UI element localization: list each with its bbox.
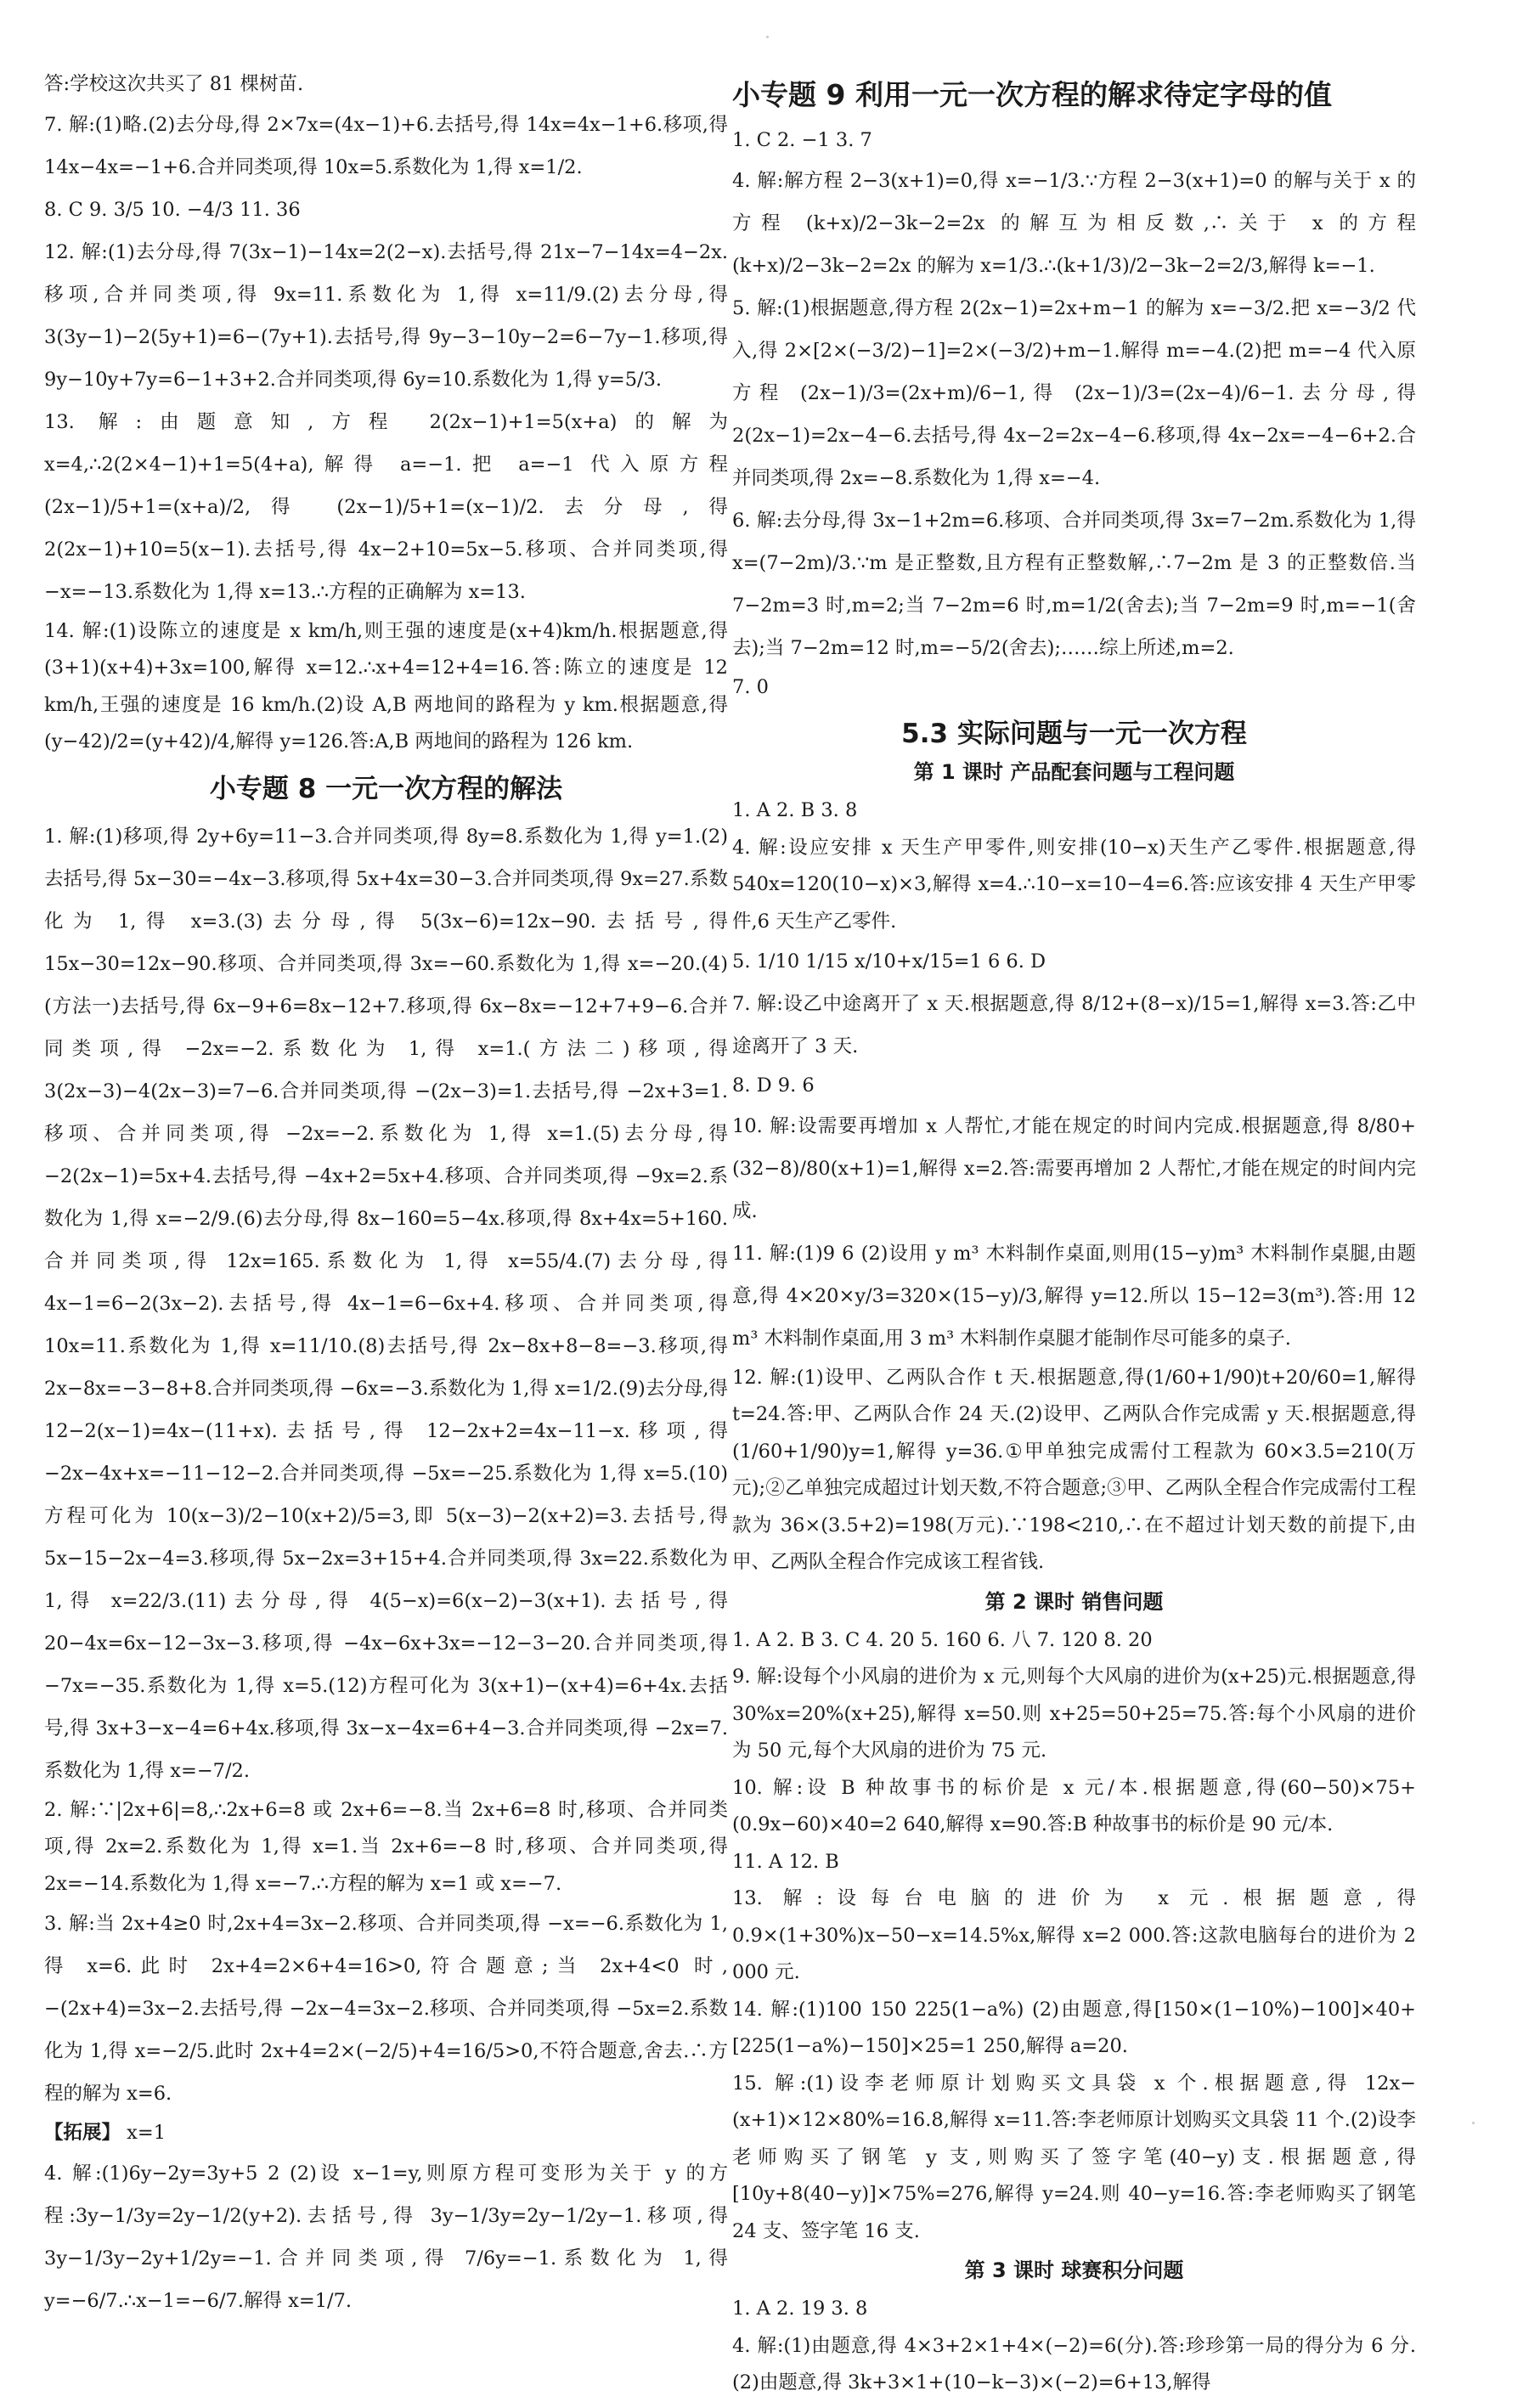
section-title-8: 小专题 8 一元一次方程的解法 — [209, 773, 563, 804]
lesson-title-1: 第 1 课时 产品配套问题与工程问题 — [913, 760, 1235, 784]
section-title-9: 小专题 9 利用一元一次方程的解求待定字母的值 — [732, 78, 1332, 111]
answer-paragraph: 4. 解:(1)6y−2y=3y+5 2 (2)设 x−1=y,则原方程可变形为关于 y 的方程:3y−1/3y=2y−1/2(y+2).去括号,得 3y−1/3y=2y−1/2y−1.移项,得 3y−1/3y−2y+1/2y=−1.合并同类项,得 7/6y=−1.系数化为 1,得 y=−6/7.∴x−1=−6/7.解得 x=1/7. — [44, 2162, 728, 2312]
scan-speck — [766, 36, 769, 38]
extension-answer: x=1 — [121, 2122, 166, 2144]
answer-paragraph: 13. 解:设每台电脑的进价为 x 元.根据题意,得 0.9×(1+30%)x−50−x=14.5%x,解得 x=2 000.答:这款电脑每台的进价为 2 000 元. — [732, 1887, 1416, 1983]
answer-paragraph: 2. 解:∵|2x+6|=8,∴2x+6=8 或 2x+6=−8.当 2x+6=8 时,移项、合并同类项,得 2x=2.系数化为 1,得 x=1.当 2x+6=−8 时,移项、合并同类项,得 2x=−14.系数化为 1,得 x=−7.∴方程的解为 x=1 或 x=−7. — [44, 1798, 728, 1895]
answer-paragraph: 1. C 2. −1 3. 7 — [732, 129, 872, 151]
section-title-5-3: 5.3 实际问题与一元一次方程 — [901, 719, 1247, 749]
answer-paragraph: 12. 解:(1)去分母,得 7(3x−1)−14x=2(2−x).去括号,得 21x−7−14x=4−2x.移项,合并同类项,得 9x=11.系数化为 1,得 x=11/9.(2)去分母,得 3(3y−1)−2(5y+1)=6−(7y+1).去括号,得 9y−3−10y−2=6−7y−1.移项,得 9y−10y+7y=6−1+3+2.合并同类项,得 6y=10.系数化为 1,得 y=5/3. — [44, 240, 728, 391]
answer-paragraph: 1. A 2. 19 3. 8 — [732, 2298, 868, 2320]
answer-paragraph: 10. 解:设需要再增加 x 人帮忙,才能在规定的时间内完成.根据题意,得 8/80+(32−8)/80(x+1)=1,解得 x=2.答:需要再增加 2 人帮忙,才能在规定的时间内完成. — [732, 1114, 1416, 1222]
answer-paragraph: 7. 0 — [732, 675, 769, 698]
answer-paragraph: 7. 解:(1)略.(2)去分母,得 2×7x=(4x−1)+6.去括号,得 14x=4x−1+6.移项,得 14x−4x=−1+6.合并同类项,得 10x=5.系数化为 1,得 x=1/2. — [44, 113, 728, 178]
answer-paragraph: 14. 解:(1)100 150 225(1−a%) (2)由题意,得[150×(1−10%)−100]×40+[225(1−a%)−150]×25=1 250,解得 a=20. — [732, 1998, 1416, 2057]
lesson-title-3: 第 3 课时 球赛积分问题 — [964, 2258, 1184, 2282]
answer-paragraph: 4. 解:(1)由题意,得 4×3+2×1+4×(−2)=6(分).答:珍珍第一局的得分为 6 分.(2)由题意,得 3k+3×1+(10−k−3)×(−2)=6+13,解得 — [732, 2334, 1416, 2394]
answer-paragraph: 7. 解:设乙中途离开了 x 天.根据题意,得 8/12+(8−x)/15=1,解得 x=3.答:乙中途离开了 3 天. — [732, 993, 1416, 1057]
answer-paragraph: 12. 解:(1)设甲、乙两队合作 t 天.根据题意,得(1/60+1/90)t+20/60=1,解得 t=24.答:甲、乙两队合作 24 天.(2)设甲、乙两队合作完成需 y 天.根据题意,得(1/60+1/90)y=1,解得 y=36.①甲单独完成需付工程款为 60×3.5=210(万元);②乙单独完成超过计划天数,不符合题意;③甲、乙两队全程合作完成需付工程款为 36×(3.5+2)=198(万元).∵198<210,∴在不超过计划天数的前提下,由甲、乙两队全程合作完成该工程省钱. — [732, 1366, 1416, 1573]
lesson-title-2: 第 2 课时 销售问题 — [984, 1589, 1164, 1614]
left-column — [44, 66, 728, 2322]
answer-paragraph: 9. 解:设每个小风扇的进价为 x 元,则每个大风扇的进价为(x+25)元.根据题意,得 30%x=20%(x+25),解得 x=50.则 x+25=50+25=75.答:每个小风扇的进价为 50 元,每个大风扇的进价为 75 元. — [732, 1666, 1416, 1762]
answer-paragraph: 13. 解:由题意知,方程 2(2x−1)+1=5(x+a)的解为 x=4,∴2(2×4−1)+1=5(4+a),解得 a=−1.把 a=−1 代入原方程 (2x−1)/5+1=(x+a)/2,得 (2x−1)/5+1=(x−1)/2.去分母,得 2(2x−1)+10=5(x−1).去括号,得 4x−2+10=5x−5.移项、合并同类项,得 −x=−13.系数化为 1,得 x=13.∴方程的正确解为 x=13. — [44, 410, 728, 603]
answer-paragraph: 11. 解:(1)9 6 (2)设用 y m³ 木料制作桌面,则用(15−y)m³ 木料制作桌腿,由题意,得 4×20×y/3=320×(15−y)/3,解得 y=12.所以 15−12=3(m³).答:用 12 m³ 木料制作桌面,用 3 m³ 木料制作桌腿才能制作尽可能多的桌子. — [732, 1242, 1416, 1350]
extension-line — [44, 2115, 728, 2152]
answer-paragraph: 15. 解:(1)设李老师原计划购买文具袋 x 个.根据题意,得 12x−(x+1)×12×80%=16.8,解得 x=11.答:李老师原计划购买文具袋 11 个.(2)设李老师购买了钢笔 y 支,则购买了签字笔(40−y)支.根据题意,得[10y+8(40−y)]×75%=276,解得 y=24.则 40−y=16.答:李老师购买了钢笔 24 支、签字笔 16 支. — [732, 2072, 1416, 2242]
right-column — [732, 66, 1416, 2402]
answer-paragraph: 14. 解:(1)设陈立的速度是 x km/h,则王强的速度是(x+4)km/h.根据题意,得(3+1)(x+4)+3x=100,解得 x=12.∴x+4=12+4=16.答:陈立的速度是 12 km/h,王强的速度是 16 km/h.(2)设 A,B 两地间的路程为 y km.根据题意,得 (y−42)/2=(y+42)/4,解得 y=126.答:A,B 两地间的路程为 126 km. — [44, 619, 728, 753]
answer-paragraph: 1. 解:(1)移项,得 2y+6y=11−3.合并同类项,得 8y=8.系数化为 1,得 y=1.(2)去括号,得 5x−30=−4x−3.移项,得 5x+4x=30−3.合并同类项,得 9x=27.系数化为 1,得 x=3.(3)去分母,得 5(3x−6)=12x−90.去括号,得 15x−30=12x−90.移项、合并同类项,得 3x=−60.系数化为 1,得 x=−20.(4)(方法一)去括号,得 6x−9+6=8x−12+7.移项,得 6x−8x=−12+7+9−6.合并同类项,得 −2x=−2.系数化为 1,得 x=1.(方法二)移项,得 3(2x−3)−4(2x−3)=7−6.合并同类项,得 −(2x−3)=1.去括号,得 −2x+3=1.移项、合并同类项,得 −2x=−2.系数化为 1,得 x=1.(5)去分母,得 −2(2x−1)=5x+4.去括号,得 −4x+2=5x+4.移项、合并同类项,得 −9x=2.系数化为 1,得 x=−2/9.(6)去分母,得 8x−160=5−4x.移项,得 8x+4x=5+160.合并同类项,得 12x=165.系数化为 1,得 x=55/4.(7)去分母,得 4x−1=6−2(3x−2).去括号,得 4x−1=6−6x+4.移项、合并同类项,得 10x=11.系数化为 1,得 x=11/10.(8)去括号,得 2x−8x+8−8=−3.移项,得 2x−8x=−3−8+8.合并同类项,得 −6x=−3.系数化为 1,得 x=1/2.(9)去分母,得 12−2(x−1)=4x−(11+x).去括号,得 12−2x+2=4x−11−x.移项,得 −2x−4x+x=−11−12−2.合并同类项,得 −5x=−25.系数化为 1,得 x=5.(10)方程可化为 10(x−3)/2−10(x+2)/5=3,即 5(x−3)−2(x+2)=3.去括号,得 5x−15−2x−4=3.移项,得 5x−2x=3+15+4.合并同类项,得 3x=22.系数化为 1,得 x=22/3.(11)去分母,得 4(5−x)=6(x−2)−3(x+1).去括号,得 20−4x=6x−12−3x−3.移项,得 −4x−6x+3x=−12−3−20.合并同类项,得 −7x=−35.系数化为 1,得 x=5.(12)方程可化为 3(x+1)−(x+4)=6+4x.去括号,得 3x+3−x−4=6+4x.移项,得 3x−x−4x=6+4−3.合并同类项,得 −2x=7.系数化为 1,得 x=−7/2. — [44, 825, 728, 1782]
answer-paragraph: 3. 解:当 2x+4≥0 时,2x+4=3x−2.移项、合并同类项,得 −x=−6.系数化为 1,得 x=6.此时 2x+4=2×6+4=16>0,符合题意;当 2x+4<0 时,−(2x+4)=3x−2.去括号,得 −2x−4=3x−2.移项、合并同类项,得 −5x=2.系数化为 1,得 x=−2/5.此时 2x+4=2×(−2/5)+4=16/5>0,不符合题意,舍去.∴方程的解为 x=6. — [44, 1913, 728, 2105]
answer-paragraph: 5. 解:(1)根据题意,得方程 2(2x−1)=2x+m−1 的解为 x=−3/2.把 x=−3/2 代入,得 2×[2×(−3/2)−1]=2×(−3/2)+m−1.解得 m=−4.(2)把 m=−4 代入原方程 (2x−1)/3=(2x+m)/6−1,得 (2x−1)/3=(2x−4)/6−1.去分母,得 2(2x−1)=2x−4−6.去括号,得 4x−2=2x−4−6.移项,得 4x−2x=−4−6+2.合并同类项,得 2x=−8.系数化为 1,得 x=−4. — [732, 296, 1416, 489]
answer-paragraph: 11. A 12. B — [732, 1850, 839, 1873]
answer-paragraph: 6. 解:去分母,得 3x−1+2m=6.移项、合并同类项,得 3x=7−2m.系数化为 1,得 x=(7−2m)/3.∵m 是正整数,且方程有正整数解,∴7−2m 是 3 的正整数倍.当 7−2m=3 时,m=2;当 7−2m=6 时,m=1/2(舍去);当 7−2m=9 时,m=−1(舍去);当 7−2m=12 时,m=−5/2(舍去);……综上所述,m=2. — [732, 509, 1416, 659]
answer-paragraph: 10. 解:设 B 种故事书的标价是 x 元/本.根据题意,得(60−50)×75+(0.9x−60)×40=2 640,解得 x=90.答:B 种故事书的标价是 90 元/本. — [732, 1776, 1416, 1835]
scan-speck — [1472, 2122, 1475, 2124]
answer-paragraph: 1. A 2. B 3. 8 — [732, 799, 858, 821]
extension-label: 【拓展】 — [44, 2122, 121, 2144]
answer-paragraph: 8. C 9. 3/5 10. −4/3 11. 36 — [44, 198, 301, 221]
answer-paragraph: 答:学校这次共买了 81 棵树苗. — [44, 73, 304, 95]
answer-paragraph: 5. 1/10 1/15 x/10+x/15=1 6 6. D — [732, 950, 1046, 973]
answer-paragraph: 8. D 9. 6 — [732, 1074, 815, 1097]
answer-paragraph: 4. 解:设应安排 x 天生产甲零件,则安排(10−x)天生产乙零件.根据题意,得 540x=120(10−x)×3,解得 x=4.∴10−x=10−4=6.答:应该安排 4 天生产甲零件,6 天生产乙零件. — [732, 836, 1416, 933]
answer-paragraph: 1. A 2. B 3. C 4. 20 5. 160 6. 八 7. 120 8. 20 — [732, 1628, 1153, 1651]
answer-paragraph: 4. 解:解方程 2−3(x+1)=0,得 x=−1/3.∵方程 2−3(x+1)=0 的解与关于 x 的方程 (k+x)/2−3k−2=2x 的解互为相反数,∴关于 x 的方程 (k+x)/2−3k−2=2x 的解为 x=1/3.∴(k+1/3)/2−3k−2=2/3,解得 k=−1. — [732, 169, 1416, 277]
